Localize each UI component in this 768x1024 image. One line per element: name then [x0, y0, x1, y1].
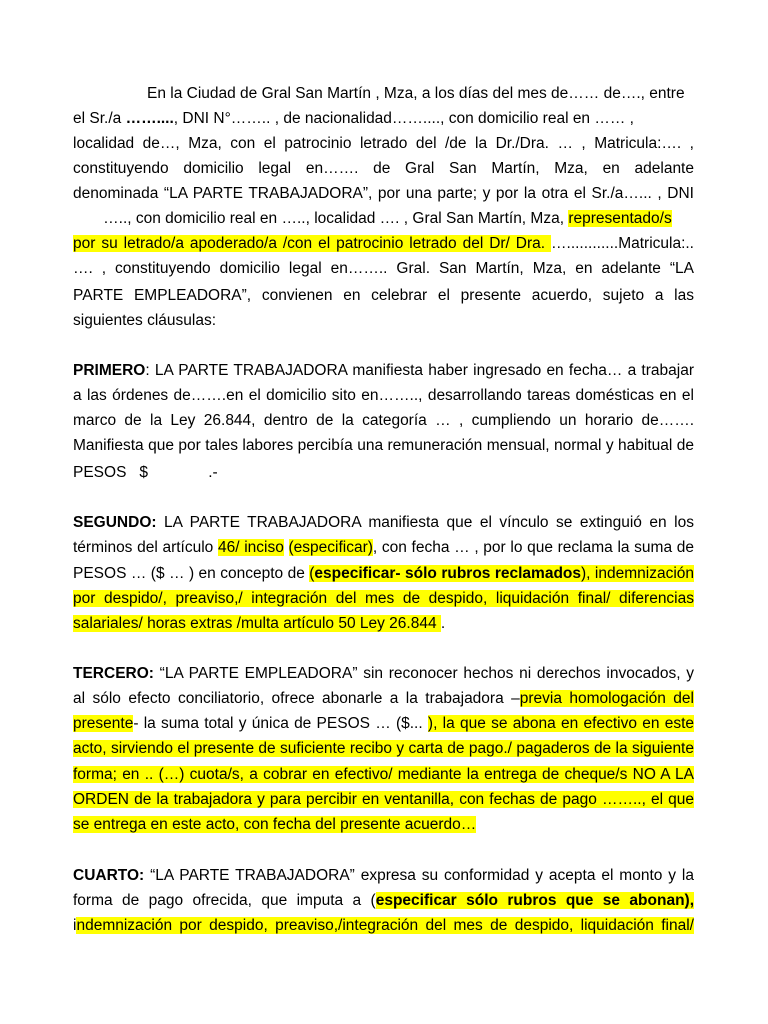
segundo-line-1: SEGUNDO: LA PARTE TRABAJADORA manifiesta que el vínculo se extinguió en los: [73, 514, 694, 531]
highlight: forma; en .. (…) cuota/s, a cobrar en efectivo/ mediante la entrega de cheque/s NO A LA: [73, 766, 694, 783]
highlight: 46/ inciso: [217, 539, 284, 556]
intro-line-3: localidad de…, Mza, con el patrocinio letrado del /de la Dr./Dra. … , Matricula:…. ,: [73, 135, 694, 152]
clause-label: PRIMERO: [73, 362, 146, 379]
highlight: por despido/, preaviso,/ integración del mes de despido, liquidación final/ diferencias: [73, 590, 694, 607]
segundo-line-3: PESOS … ($ … ) en concepto de (especificar- sólo rubros reclamados), indemnización: [73, 565, 695, 582]
tercero-line-2: al sólo efecto conciliatorio, ofrece abonarle a la trabajadora –previa homologación del: [73, 690, 694, 707]
highlight: ndemnización por despido, preaviso,/integración del mes de despido, liquidación final/: [76, 917, 694, 934]
intro-line-8: …. , constituyendo domicilio legal en…….. Gral. San Martín, Mza, en adelante “LA: [73, 260, 694, 277]
cuarto-line-3: indemnización por despido, preaviso,/integración del mes de despido, liquidación final/: [73, 917, 694, 934]
segundo-line-2: términos del artículo 46/ inciso (especificar), con fecha … , por lo que reclama la suma de: [73, 539, 694, 556]
highlight: ORDEN de la trabajadora y para percibir en ventanilla, con fechas de pago …….., el que: [73, 791, 694, 808]
clause-label: CUARTO:: [73, 867, 145, 884]
tercero-line-1: TERCERO: “LA PARTE EMPLEADORA” sin reconocer hechos ni derechos invocados, y: [73, 665, 694, 682]
primero-line-4: Manifiesta que por tales labores percibía una remuneración mensual, normal y habitual de: [73, 437, 694, 454]
tercero-line-6: [73, 788, 694, 812]
intro-line-5: denominada “LA PARTE TRABAJADORA”, por una parte; y por la otra el Sr./a…... , DNI: [73, 185, 694, 202]
segundo-line-5: salariales/ horas extras /multa artículo 50 Ley 26.844 .: [73, 615, 446, 632]
highlight: (especificar): [288, 539, 373, 556]
primero-line-5: PESOS $ .-: [73, 464, 218, 481]
intro-line-7: por su letrado/a apoderado/a /con el patrocinio letrado del Dr/ Dra. …............Matricula:..: [73, 235, 694, 252]
intro-line-10: siguientes cláusulas:: [73, 312, 217, 329]
highlight: salariales/ horas extras /multa artículo 50 Ley 26.844: [73, 615, 441, 632]
segundo-line-4: [73, 587, 694, 611]
highlight: (especificar- sólo rubros reclamados), indemnización: [309, 565, 695, 582]
highlight: representado/s: [568, 210, 672, 227]
highlight: previa homologación del: [519, 690, 694, 707]
clause-label: SEGUNDO:: [73, 514, 157, 531]
intro-line-6: ….., con domicilio real en ….., localidad …. , Gral San Martín, Mza, representado/s: [73, 210, 672, 227]
tercero-line-5: [73, 763, 694, 787]
cuarto-line-2: forma de pago ofrecida, que imputa a (especificar sólo rubros que se abonan),: [73, 892, 695, 909]
highlight: se entrega en este acto, con fecha del presente acuerdo…: [73, 816, 477, 833]
primero-line-2: a las órdenes de…….en el domicilio sito en…….., desarrollando tareas domésticas en el: [73, 387, 694, 404]
intro-line-2: el Sr./a ……...., DNI N°…….. , de nacionalidad……...., con domicilio real en …… ,: [73, 110, 634, 127]
intro-line-4: constituyendo domicilio legal en……. de Gral San Martín, Mza, en adelante: [73, 160, 694, 177]
clause-label: TERCERO:: [73, 665, 154, 682]
intro-line-1: En la Ciudad de Gral San Martín , Mza, a los días del mes de…… de…., entre: [147, 85, 685, 102]
primero-line-3: marco de la Ley 26.844, dentro de la categoría … , cumpliendo un horario de…….: [73, 412, 694, 429]
tercero-line-7: [73, 813, 694, 837]
highlight: acto, sirviendo el presente de suficiente recibo y carta de pago./ pagaderos de la siguiente: [73, 740, 694, 757]
highlight: presente: [73, 715, 134, 732]
highlight: especificar sólo rubros que se abonan),: [375, 892, 695, 909]
intro-line-9: PARTE EMPLEADORA”, convienen en celebrar el presente acuerdo, sujeto a las: [73, 287, 694, 304]
tercero-line-3: presente- la suma total y única de PESOS … ($... ), la que se abona en efectivo en este: [73, 715, 694, 732]
tercero-line-4: [73, 737, 694, 761]
cuarto-line-1: CUARTO: “LA PARTE TRABAJADORA” expresa su conformidad y acepta el monto y la: [73, 867, 694, 884]
highlight: por su letrado/a apoderado/a /con el patrocinio letrado del Dr/ Dra.: [73, 235, 552, 252]
highlight: ), la que se abona en efectivo en este: [427, 715, 694, 732]
primero-line-1: PRIMERO: LA PARTE TRABAJADORA manifiesta haber ingresado en fecha… a trabajar: [73, 362, 694, 379]
